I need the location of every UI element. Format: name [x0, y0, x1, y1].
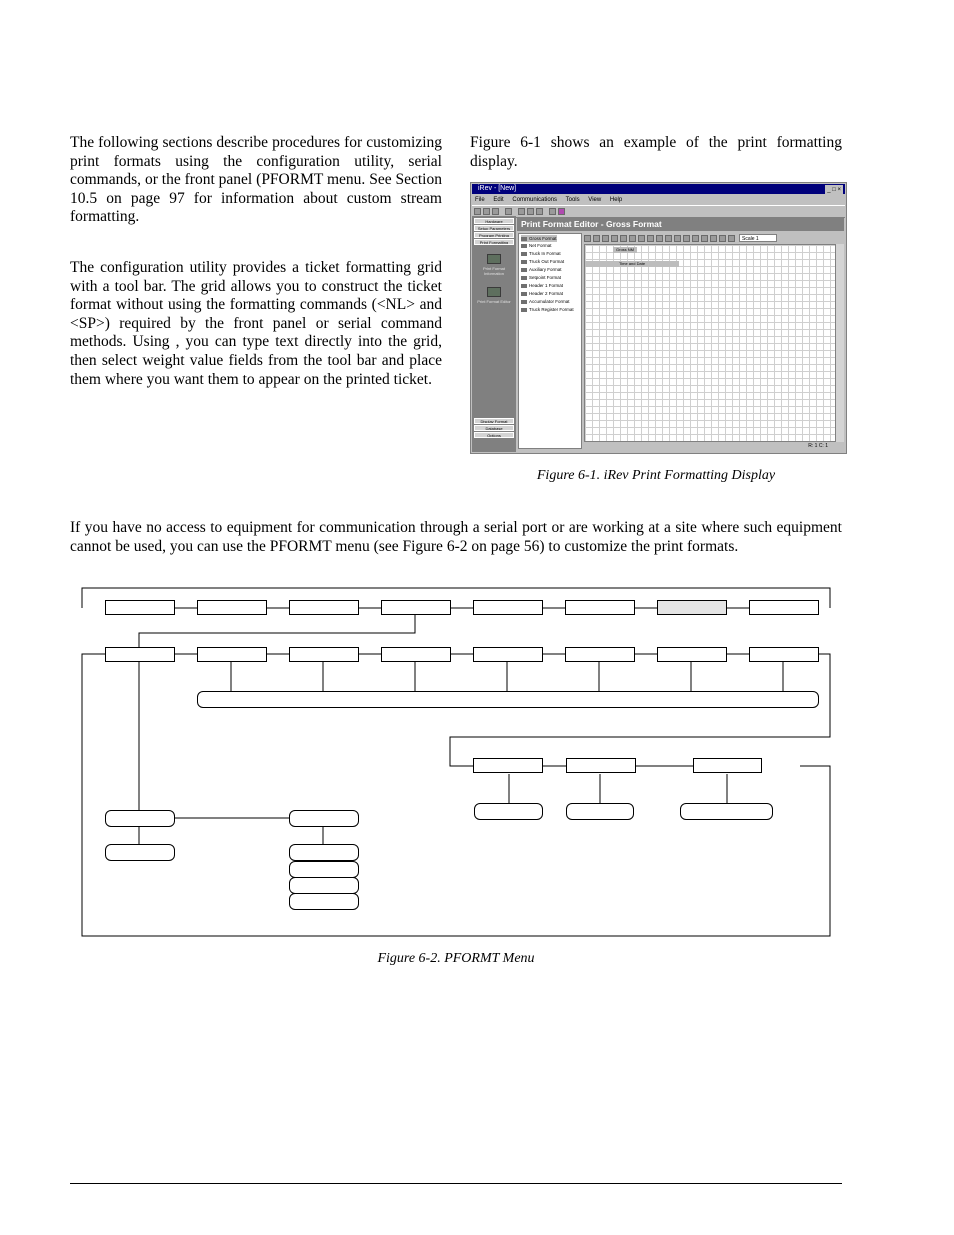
menu-box-row2 — [105, 647, 175, 662]
menu-box-row3 — [566, 758, 636, 773]
menu-stack-box — [289, 844, 359, 861]
menu-value-box — [474, 803, 543, 820]
menu-stack-box — [289, 877, 359, 894]
menu-wide-bar — [197, 691, 819, 708]
menu-edit: Edit — [493, 197, 504, 203]
figure-reference-text: Figure 6-1 shows an example of the print formatting display. — [470, 134, 842, 170]
menu-stack-box — [289, 893, 359, 910]
menu-box-row1 — [197, 600, 267, 615]
menu-stack-box — [289, 861, 359, 878]
sidebar-button-display-format: Display Format — [474, 418, 514, 424]
grid-field: Time and Date — [585, 261, 679, 267]
menu-box-row1-selected — [657, 600, 727, 615]
tree-item-label: Gross Format — [529, 236, 557, 241]
menu-box-row1 — [473, 600, 543, 615]
menu-value-box — [566, 803, 634, 820]
menu-box-row2 — [289, 647, 359, 662]
sidebar-button-hardware: Hardware — [474, 218, 514, 224]
window-controls-icon: _ □ × — [827, 187, 841, 193]
sidebar-button-options: Options — [474, 432, 514, 438]
menu-box-row2 — [565, 647, 635, 662]
sidebar-button-print-formatting: Print Formatting — [474, 239, 514, 245]
sidebar-button-program: Program Printing — [474, 232, 514, 238]
menu-value-box — [680, 803, 773, 820]
menu-box-row1 — [105, 600, 175, 615]
footer-rule — [70, 1183, 842, 1184]
tree-item-label: Accumulator Format — [529, 299, 570, 304]
figure-2-caption: Figure 6-2. PFORMT Menu — [377, 951, 535, 966]
menu-box-row1 — [565, 600, 635, 615]
menu-box-row1 — [289, 600, 359, 615]
editor-title: Print Format Editor - Gross Format — [517, 217, 844, 231]
menu-box-row2 — [381, 647, 451, 662]
menu-box-row2 — [657, 647, 727, 662]
menu-box-row3 — [473, 758, 543, 773]
menu-box-row3 — [693, 758, 762, 773]
tree-item-label: Auxiliary Format — [529, 267, 562, 272]
tree-item-label: Truck In Format — [529, 251, 561, 256]
tree-item-label: Setpoint Format — [529, 275, 562, 280]
tree-item-label: Header 1 Format — [529, 283, 564, 288]
menu-value-box — [105, 810, 175, 827]
menu-tools: Tools — [565, 197, 580, 203]
menu-value-box — [289, 810, 359, 827]
sidebar-button-setup: Setup Parameters — [474, 225, 514, 231]
menu-box-row1 — [381, 600, 451, 615]
print-format-information-label: Print Format Information — [482, 266, 505, 276]
menu-box-row1 — [749, 600, 819, 615]
figure-1-caption: Figure 6-1. iRev Print Formatting Display — [536, 468, 776, 483]
tree-item-label: Net Format — [529, 243, 552, 248]
menu-box-row2 — [473, 647, 543, 662]
scale-select-value: Scale 1 — [742, 236, 759, 242]
grid-field: Gross NM — [613, 247, 637, 253]
menu-file: File — [475, 197, 485, 203]
intro-text: The following sections describe procedures for customizing print formats using the configuration utility, serial commands, or the front panel (PFORMT menu. See Section 10.5 on page 97 for information about custom stream formatting. — [70, 134, 442, 226]
sidebar-button-database: Database — [474, 425, 514, 431]
status-bar: R: 1 C: 1 — [808, 443, 828, 449]
menu-box-row2 — [749, 647, 819, 662]
configuration-utility-text: The configuration utility provides a ticket formatting grid with a tool bar. The grid allows you to construct the ticket format without using the formatting commands (<NL> and <SP>) required by the front panel or serial command methods. Using , you can type text directly into the grid, then select weight value fields from the tool bar and place them where you want them to appear on the printed ticket. — [70, 259, 442, 388]
menu-help: Help — [609, 197, 623, 203]
print-format-editor-label: Print Format Editor — [477, 299, 511, 304]
menu-box-row2 — [197, 647, 267, 662]
tree-item-label: Truck Register Format — [529, 307, 574, 312]
tree-item-label: Header 2 Format — [529, 291, 564, 296]
menu-value-box — [105, 844, 175, 861]
tree-item-label: Truck Out Format — [529, 259, 565, 264]
pformt-text: If you have no access to equipment for communication through a serial port or are working at a site where such equipment cannot be used, you can use the PFORMT menu (see Figure 6-2 on page 56) to customize the print formats. — [70, 519, 842, 555]
window-title: iRev - [New] — [478, 185, 517, 192]
menu-view: View — [588, 197, 602, 203]
menu-communications: Communications — [512, 197, 558, 203]
